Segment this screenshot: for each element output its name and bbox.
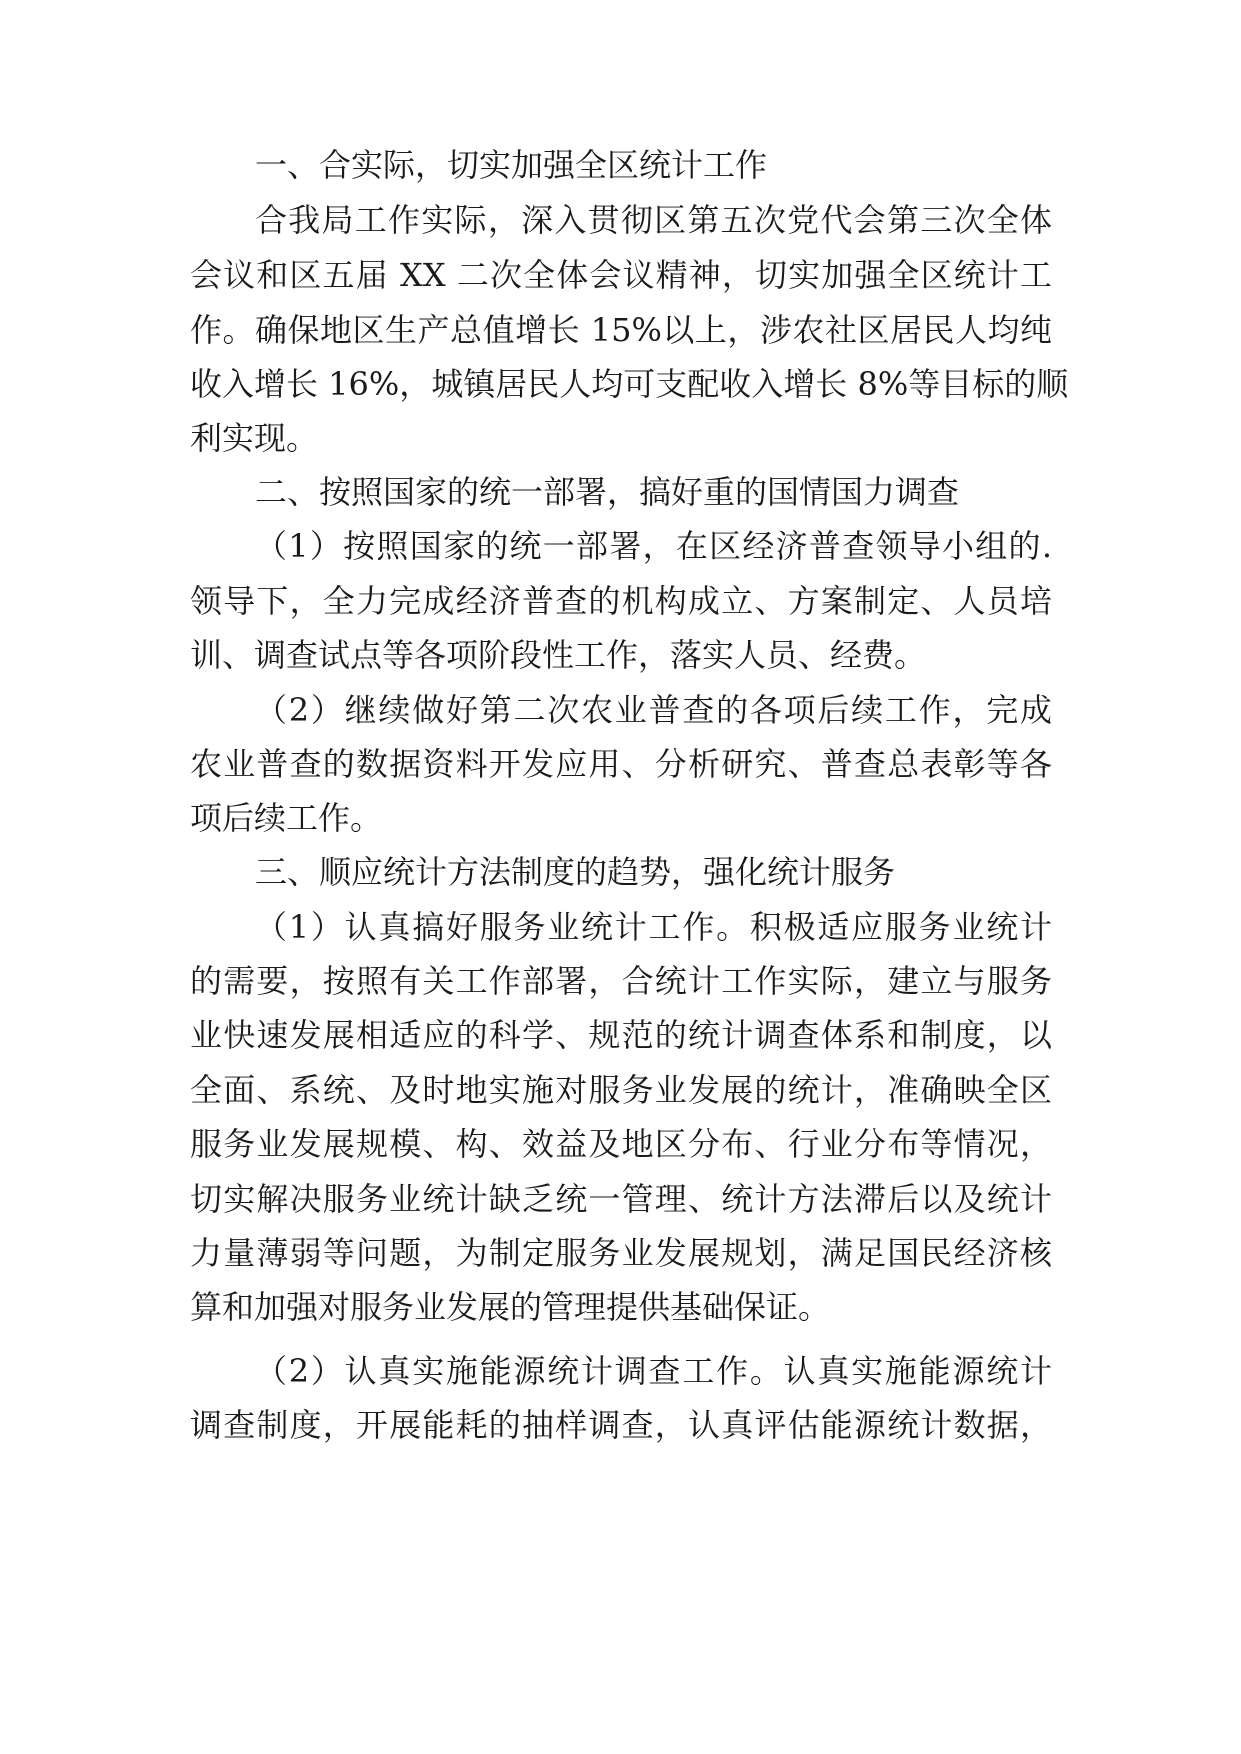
paragraph-line: （1）按照国家的统一部署，在区经济普查领导小组的. (255, 527, 1052, 565)
paragraph-line: 会议和区五届 XX 二次全体会议精神，切实加强全区统计工 (190, 256, 1052, 294)
paragraph-line: （2）继续做好第二次农业普查的各项后续工作，完成 (255, 691, 1052, 729)
paragraph-line: 项后续工作。 (190, 799, 383, 837)
paragraph-line: 利实现。 (190, 419, 319, 457)
section-heading-3: 三、顺应统计方法制度的趋势，强化统计服务 (255, 853, 896, 891)
paragraph-line: （2）认真实施能源统计调查工作。认真实施能源统计 (255, 1352, 1052, 1390)
paragraph-line: 算和加强对服务业发展的管理提供基础保证。 (190, 1288, 831, 1326)
paragraph-line: 服务业发展规模、构、效益及地区分布、行业分布等情况， (190, 1125, 1052, 1163)
paragraph-line: 合我局工作实际，深入贯彻区第五次党代会第三次全体 (255, 201, 1052, 239)
paragraph-line: 的需要，按照有关工作部署，合统计工作实际，建立与服务 (190, 962, 1052, 1000)
paragraph-line: 业快速发展相适应的科学、规范的统计调查体系和制度，以 (190, 1016, 1052, 1054)
paragraph-line: （1）认真搞好服务业统计工作。积极适应服务业统计 (255, 908, 1052, 946)
paragraph-line: 训、调查试点等各项阶段性工作，落实人员、经费。 (190, 636, 927, 674)
paragraph-line: 农业普查的数据资料开发应用、分析研究、普查总表彰等各 (190, 745, 1052, 783)
paragraph-line: 力量薄弱等问题，为制定服务业发展规划，满足国民经济核 (190, 1234, 1052, 1272)
section-heading-1: 一、合实际，切实加强全区统计工作 (255, 146, 768, 184)
section-heading-2: 二、按照国家的统一部署，搞好重的国情国力调查 (255, 473, 960, 511)
paragraph-line: 切实解决服务业统计缺乏统一管理、统计方法滞后以及统计 (190, 1180, 1052, 1218)
paragraph-line: 调查制度，开展能耗的抽样调查，认真评估能源统计数据， (190, 1406, 1052, 1444)
paragraph-line: 全面、系统、及时地实施对服务业发展的统计，准确映全区 (190, 1071, 1052, 1109)
paragraph-line: 领导下，全力完成经济普查的机构成立、方案制定、人员培 (190, 582, 1052, 620)
paragraph-line: 收入增长 16%，城镇居民人均可支配收入增长 8%等目标的顺 (190, 365, 1069, 403)
paragraph-line: 作。确保地区生产总值增长 15%以上，涉农社区居民人均纯 (190, 311, 1052, 349)
